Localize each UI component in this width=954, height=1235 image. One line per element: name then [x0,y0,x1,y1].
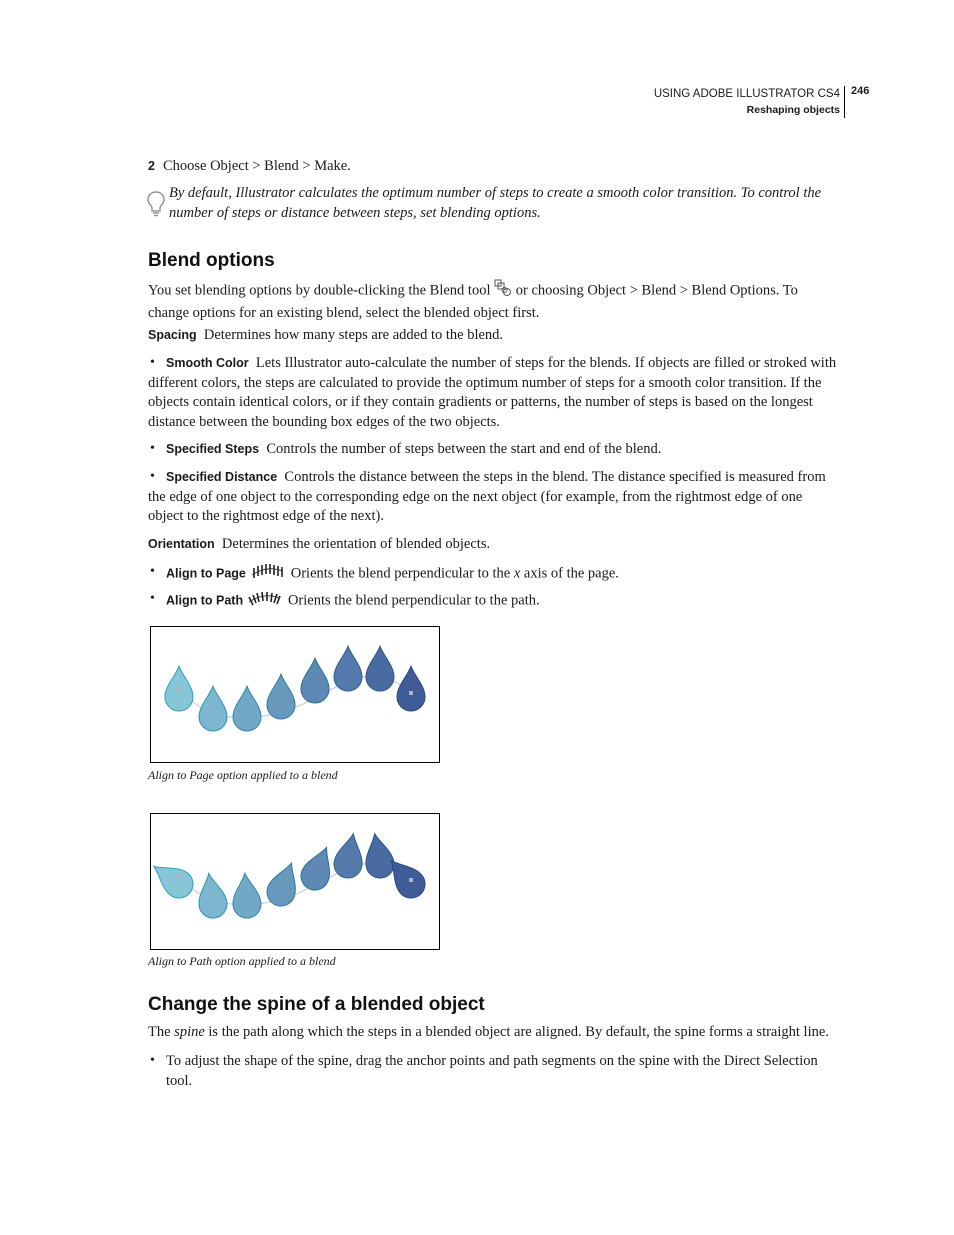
blend-step-drop [267,674,295,719]
align-to-page-icon [250,563,284,586]
specified-distance-term: Specified Distance [166,470,278,484]
spine-intro-a: The [148,1024,171,1040]
smooth-color-description: Lets Illustrator auto-calculate the number of steps for the blends. If objects are filled or stroked with different colors, the steps are calculated to provide the optimum number of steps for a smooth color transition. If the objects contain identical colors, or if they contain gradients or patterns, the number of steps is based on the longest distance between the bounding box edges of the two objects. [148,355,837,430]
align-to-page-description-a: Orients the blend perpendicular to the [290,565,511,582]
smooth-color-definition [148,354,840,432]
blend-step-drop [366,646,394,691]
blend-step-drop [151,855,198,904]
book-title: USING ADOBE ILLUSTRATOR CS4 [653,88,840,100]
bullet-marker: • [150,1053,155,1068]
spacing-definition [148,326,840,346]
page-number: 246 [851,85,870,97]
chapter-title: Reshaping objects [746,104,840,116]
section-heading-change-spine: Change the spine of a blended object [148,994,485,1015]
blend-illustration-align-to-path [151,814,439,949]
bullet-marker: • [150,441,155,456]
specified-steps-description: Controls the number of steps between the start and end of the blend. [266,441,662,457]
spine-anchor-point [177,687,181,691]
bullet-marker: • [150,469,155,484]
spine-intro-b: is the path along which the steps in a blended object are aligned. By default, the spine forms a straight line. [208,1024,829,1040]
align-to-page-definition [166,563,840,586]
spine-anchor-point [409,878,413,882]
blend-illustration-align-to-page [151,627,439,762]
spine-bullet: To adjust the shape of the spine, drag the anchor points and path segments on the spine with the Direct Selection tool. [166,1053,818,1089]
blend-step-drop [195,872,229,920]
specified-distance-definition [148,468,840,527]
lightbulb-icon [146,190,166,223]
spacing-term: Spacing [148,328,197,342]
align-to-path-definition [166,590,840,613]
spine-intro [148,1023,840,1043]
x-axis-term: x [513,565,521,582]
bullet-marker: • [150,355,155,370]
specified-steps-term: Specified Steps [166,442,260,456]
spacing-description: Determines how many steps are added to the blend. [203,327,504,343]
align-to-path-description: Orients the blend perpendicular to the path. [287,592,540,609]
blend-step-drop [297,842,340,894]
blend-tool-icon [494,279,512,304]
blend-step-drop [301,658,329,703]
intro-text-a: You set blending options by double-clicking the Blend tool [148,282,491,299]
specified-steps-definition [166,440,840,460]
blend-step-drop [397,666,425,711]
align-to-path-icon [247,590,281,613]
blend-step-drop [334,646,362,691]
header-divider [844,86,845,118]
figure-align-to-page [150,626,440,763]
align-to-page-description-b: axis of the page. [523,565,619,582]
bullet-marker: • [150,591,155,606]
blend-step-drop [233,686,261,731]
running-header [654,86,840,118]
bullet-marker: • [150,564,155,579]
orientation-description: Determines the orientation of blended objects. [221,536,491,552]
orientation-definition [148,535,840,555]
figure-align-to-path [150,813,440,950]
specified-distance-description: Controls the distance between the steps in the blend. The distance specified is measured from the edge of one object to the corresponding edge on the next object (for example, from the rightmost edge of one object to the rightmost edge of the next). [148,469,826,524]
figure-caption-1: Align to Page option applied to a blend [148,768,338,782]
step-text: Choose Object > Blend > Make. [162,158,351,174]
align-to-path-term: Align to Path [166,593,244,608]
spine-anchor-point [177,874,181,878]
intro-text-b: or choosing Object > Blend > Blend Options. To change options for an existing blend, select the blended object first. [148,282,798,321]
blend-step-drop [332,831,367,880]
step-2 [148,157,351,177]
tip-text: By default, Illustrator calculates the optimum number of steps to create a smooth color transition. To control the number of steps or distance between steps, set blending options. [169,185,822,221]
smooth-color-term: Smooth Color [166,356,249,370]
blend-step-drop [199,686,227,731]
orientation-term: Orientation [148,537,215,551]
figure-caption-2: Align to Path option applied to a blend [148,954,336,968]
align-to-page-term: Align to Page [166,566,246,581]
blend-options-intro [148,279,840,323]
step-number: 2 [148,159,155,173]
spine-term: spine [174,1024,205,1040]
blend-step-drop [361,831,396,880]
blend-step-drop [231,872,262,919]
section-heading-blend-options: Blend options [148,250,275,271]
spine-anchor-point [409,691,413,695]
